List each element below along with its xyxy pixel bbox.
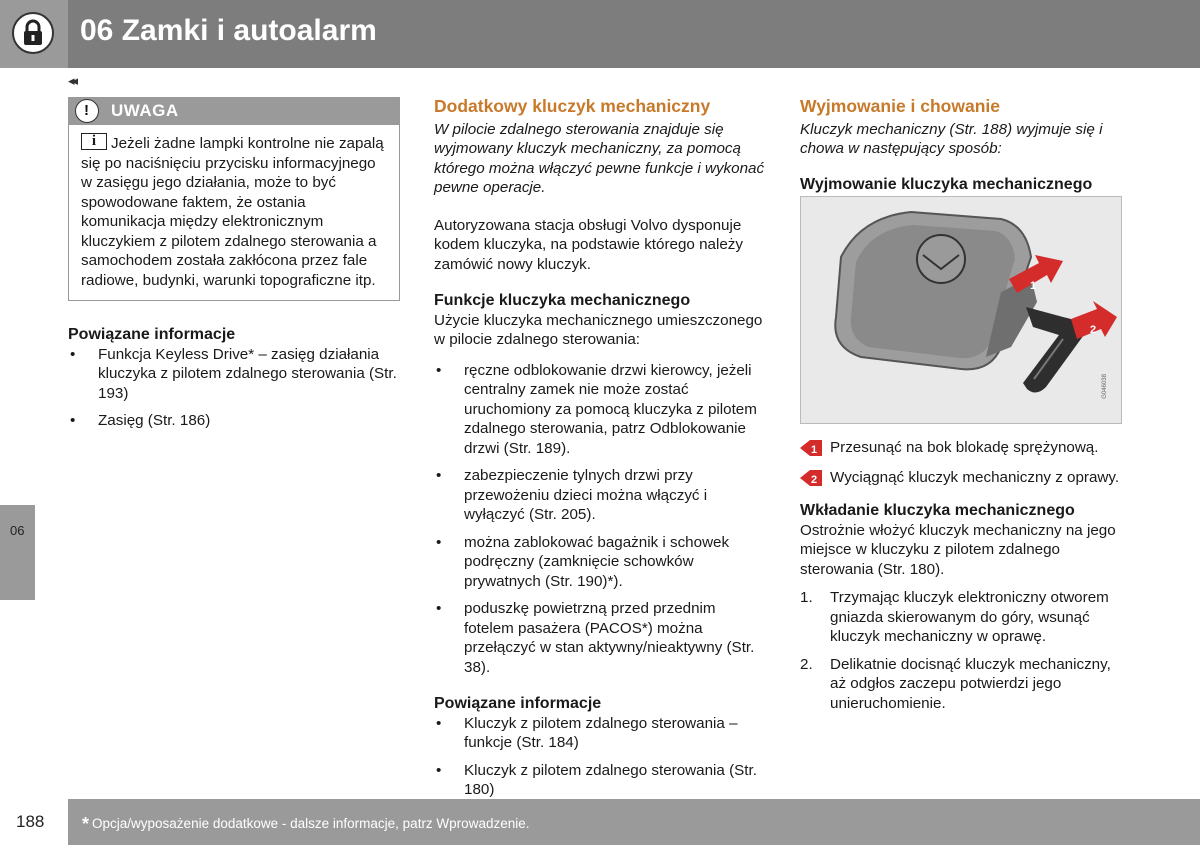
warning-text: Jeżeli żadne lampki kontrolne nie zapalą się po naciśnięciu przycisku informacyjnego w zasięgu jego działania, może to być spowodowane faktem, że ostania komunikacja między elektronicznym kluczykiem z pilotem zdalnego sterowania a samochodem została zakłócona przez fale radiowe, budynki, warunki topograficzne itp. bbox=[81, 135, 384, 289]
chapter-tab[interactable] bbox=[0, 505, 35, 600]
step-number-icon bbox=[800, 440, 822, 456]
key-illustration bbox=[800, 196, 1122, 424]
subheading: Wkładanie kluczyka mechanicznego bbox=[800, 502, 1075, 519]
section-intro: Kluczyk mechaniczny (Str. 188) wyjmuje się i chowa w następujący sposób: bbox=[800, 120, 1103, 157]
warning-box bbox=[68, 97, 400, 301]
lock-icon bbox=[12, 12, 54, 54]
function-list bbox=[434, 361, 769, 678]
list-item[interactable]: • można zablokować bagażnik i schowek podręczny (zamknięcie schowków prywatnych (Str. 190)*). bbox=[434, 533, 769, 592]
column-right bbox=[800, 97, 1130, 721]
warning-header bbox=[69, 98, 399, 125]
warning-body bbox=[69, 125, 399, 300]
back-arrows-icon[interactable]: ◂◂ bbox=[68, 73, 76, 88]
step-item bbox=[800, 468, 1130, 488]
page-header bbox=[0, 0, 1200, 68]
key-fob-image bbox=[801, 197, 1121, 423]
page-number-box bbox=[0, 799, 68, 845]
footer-bar bbox=[68, 799, 1200, 845]
list-item[interactable]: • Kluczyk z pilotem zdalnego sterowania (Str. 180) bbox=[434, 761, 769, 800]
chapter-icon-box bbox=[0, 0, 68, 68]
subheading: Wyjmowanie kluczyka mechanicznego bbox=[800, 175, 1093, 193]
star-icon: * bbox=[82, 814, 90, 834]
list-item[interactable]: • Kluczyk z pilotem zdalnego sterowania – funkcje (Str. 184) bbox=[434, 714, 769, 753]
info-icon bbox=[81, 133, 107, 150]
footnote-text: Opcja/wyposażenie dodatkowe - dalsze informacje, patrz Wprowadzenie. bbox=[92, 816, 530, 831]
list-item[interactable]: • Funkcja Keyless Drive* – zasięg działania kluczyka z pilotem zdalnego sterowania (Str. 193) bbox=[68, 345, 400, 404]
chapter-title: 06 Zamki i autoalarm bbox=[80, 14, 377, 47]
section-heading: Dodatkowy kluczyk mechaniczny bbox=[434, 96, 711, 116]
subheading: Funkcje kluczyka mechanicznego bbox=[434, 292, 691, 309]
figure-label-2: 2 bbox=[1090, 324, 1097, 336]
list-item[interactable]: • Zasięg (Str. 186) bbox=[68, 411, 400, 431]
list-item: 2. Delikatnie docisnąć kluczyk mechaniczny, aż odgłos zaczepu potwierdzi jego unieruchomienie. bbox=[800, 655, 1111, 712]
svg-text:2: 2 bbox=[811, 473, 818, 486]
warning-title: UWAGA bbox=[111, 101, 179, 120]
chapter-tab-label: 06 bbox=[10, 523, 25, 538]
paragraph: Autoryzowana stacja obsługi Volvo dysponuje kodem kluczyka, na podstawie którego należy zamówić nowy kluczyk. bbox=[434, 216, 743, 273]
related-heading: Powiązane informacje bbox=[68, 326, 236, 343]
paragraph: Ostrożnie włożyć kluczyk mechaniczny na jego miejsce w kluczyku z pilotem zdalnego sterowania (Str. 180). bbox=[800, 521, 1116, 578]
section-intro: W pilocie zdalnego sterowania znajduje się wyjmowany kluczyk mechaniczny, za pomocą którego można włączyć pewne funkcje i wykonać pewne operacje. bbox=[434, 120, 765, 196]
figure-label-1: 1 bbox=[1030, 280, 1037, 292]
related-heading: Powiązane informacje bbox=[434, 695, 602, 712]
paragraph: Użycie kluczyka mechanicznego umieszczonego w pilocie zdalnego sterowania: bbox=[434, 311, 763, 348]
column-middle bbox=[434, 97, 769, 808]
svg-text:1: 1 bbox=[811, 444, 818, 456]
warning-icon bbox=[75, 99, 99, 123]
list-item[interactable]: • ręczne odblokowanie drzwi kierowcy, jeżeli centralny zamek nie może zostać uruchomiony za pomocą kluczyka z pilotem zdalnego sterowania, patrz Odblokowanie drzwi (Str. 189). bbox=[434, 361, 769, 459]
step-text: Wyciągnąć kluczyk mechaniczny z oprawy. bbox=[830, 468, 1120, 486]
page-number: 188 bbox=[16, 812, 45, 831]
related-list bbox=[434, 714, 769, 800]
section-heading: Wyjmowanie i chowanie bbox=[800, 96, 1001, 116]
list-item[interactable]: • zabezpieczenie tylnych drzwi przy przewożeniu dzieci można włączyć i wyłączyć (Str. 205). bbox=[434, 466, 769, 525]
step-item bbox=[800, 438, 1130, 458]
list-item[interactable]: • poduszkę powietrzną przed przednim fotelem pasażera (PACOS*) można przełączyć w stan aktywny/nieaktywny (Str. 38). bbox=[434, 599, 769, 677]
page-footer bbox=[0, 799, 1200, 845]
figure-code: G046038 bbox=[1101, 374, 1108, 399]
step-text: Przesunąć na bok blokadę sprężynową. bbox=[830, 439, 1099, 456]
step-number-icon bbox=[800, 470, 822, 486]
list-item: 1. Trzymając kluczyk elektroniczny otworem gniazda skierowanym do góry, wsunąć kluczyk mechaniczny w oprawę. bbox=[800, 589, 1109, 645]
column-left bbox=[68, 97, 400, 439]
related-list bbox=[68, 345, 400, 431]
insert-steps-list bbox=[800, 588, 1130, 713]
footnote bbox=[82, 814, 529, 835]
